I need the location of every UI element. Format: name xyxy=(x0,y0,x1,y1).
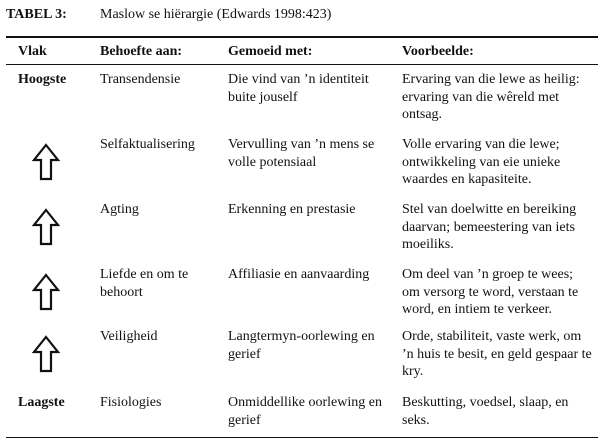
header-behoefte: Behoefte aan: xyxy=(100,44,183,59)
header-voorbeelde: Voorbeelde: xyxy=(402,44,474,59)
header-rule xyxy=(6,64,598,65)
row-6-need: Fisiologies xyxy=(100,395,162,410)
up-arrow-icon xyxy=(32,208,60,246)
table-number: TABEL 3: xyxy=(6,7,67,22)
row-5-examples: Orde, stabiliteit, vaste werk, om ’n huis te besit, en geld gespaar te kry. xyxy=(402,329,592,379)
row-4-examples: Om deel van ’n groep te wees; om versorg te word, verstaan te word, en intiem te verkeer. xyxy=(402,267,579,317)
row-3-concern: Erkenning en prestasie xyxy=(228,202,356,217)
row-1-examples: Ervaring van die lewe as heilig: ervaring van die wêreld met ontsag. xyxy=(402,72,580,122)
row-5-concern: Langtermyn-oorlewing en gerief xyxy=(228,329,375,362)
row-1-level: Hoogste xyxy=(18,72,67,87)
row-2-examples: Volle ervaring van die lewe; ontwikkeling van eie unieke waardes en kapasiteite. xyxy=(402,137,561,187)
up-arrow-icon xyxy=(32,335,60,373)
row-2-concern: Vervulling van ’n mens se volle potensiaal xyxy=(228,137,375,170)
row-6-examples: Beskutting, voedsel, slaap, en seks. xyxy=(402,395,569,428)
row-1-concern: Die vind van ’n identiteit buite jouself xyxy=(228,72,369,105)
row-6-concern: Onmiddellike oorlewing en gerief xyxy=(228,395,382,428)
row-2-need: Selfaktualisering xyxy=(100,137,195,152)
row-6-level: Laagste xyxy=(18,395,65,410)
up-arrow-icon xyxy=(32,143,60,181)
row-1-need: Transendensie xyxy=(100,72,181,87)
up-arrow-icon xyxy=(32,273,60,311)
header-vlak: Vlak xyxy=(18,44,47,59)
top-rule xyxy=(6,36,598,38)
header-gemoeid: Gemoeid met: xyxy=(228,44,313,59)
row-5-need: Veiligheid xyxy=(100,329,158,344)
row-3-need: Agting xyxy=(100,202,139,217)
table-title: Maslow se hiërargie (Edwards 1998:423) xyxy=(100,7,332,22)
row-4-need: Liefde en om te behoort xyxy=(100,267,189,300)
row-3-examples: Stel van doelwitte en bereiking daarvan; bemeestering van iets moeiliks. xyxy=(402,202,577,252)
row-4-concern: Affiliasie en aanvaarding xyxy=(228,267,370,282)
